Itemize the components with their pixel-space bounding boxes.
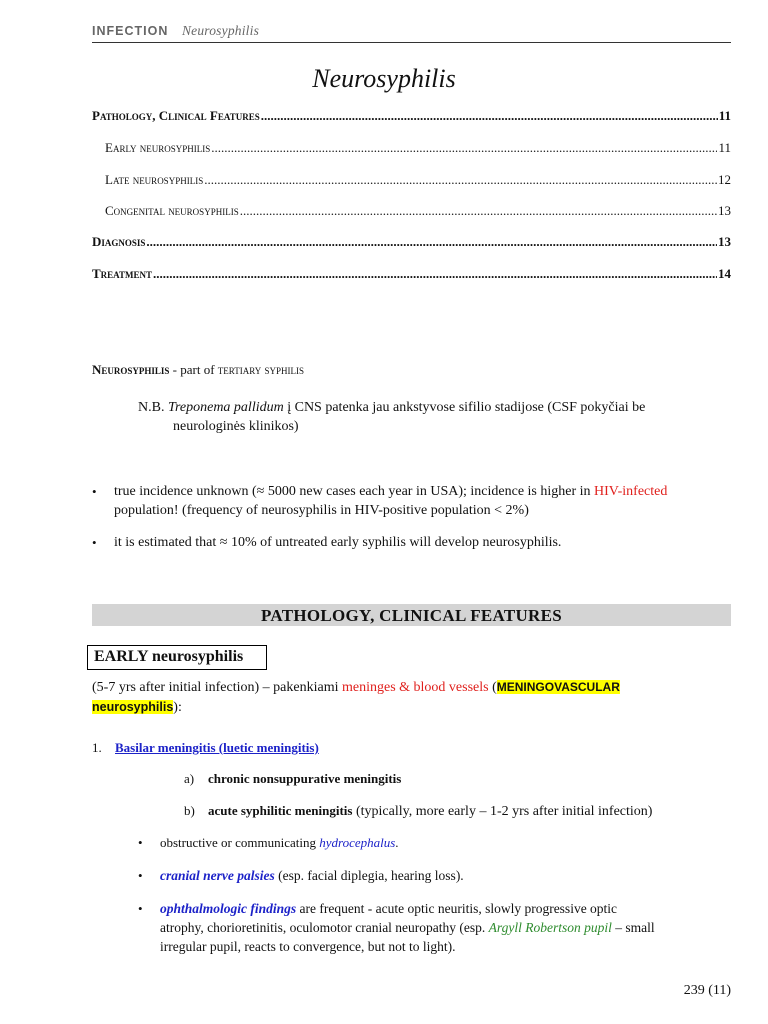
- toc-page: 13: [718, 234, 731, 249]
- bullet-icon: •: [138, 835, 143, 850]
- toc-leader: [240, 203, 717, 219]
- toc-page: 14: [718, 266, 731, 281]
- toc-label: Treatment: [92, 266, 153, 281]
- page-number: 239 (11): [683, 983, 731, 998]
- header-rule: [92, 42, 731, 43]
- nb-organism: Treponema pallidum: [167, 400, 284, 415]
- toc-label: Pathology, Clinical Features: [92, 108, 260, 123]
- nb-line1-rest: į CNS patenka jau ankstyvose sifilio stadijose (CSF pokyčiai be: [283, 400, 646, 415]
- sub-bullet-3-text: are frequent - acute optic neuritis, slowly progressive optic: [296, 901, 618, 916]
- bullet-icon: •: [138, 901, 143, 916]
- toc-label: Early neurosyphilis: [105, 140, 211, 155]
- bullet-icon: •: [92, 484, 97, 499]
- basilar-meningitis-link[interactable]: [115, 738, 319, 757]
- toc-leader: [153, 266, 717, 282]
- toc-entry-congenital[interactable]: [105, 203, 731, 219]
- sub-item-b-text: [208, 801, 652, 821]
- sub-item-a-marker: a): [184, 771, 195, 786]
- bullet-1-line1: [114, 482, 667, 501]
- sub-bullet-2: [160, 866, 464, 885]
- sub-item-b-bold: acute syphilitic meningitis: [208, 803, 353, 818]
- sub-bullet-3-line1: [160, 899, 617, 918]
- intro-rest: - part of: [169, 362, 218, 377]
- toc-entry-diagnosis[interactable]: [92, 234, 731, 250]
- toc-label: Congenital neurosyphilis: [105, 203, 239, 218]
- early-line2: [92, 698, 182, 717]
- sub-bullet-3-text: atrophy, chorioretinitis, oculomotor cranial neuropathy (esp.: [160, 920, 489, 935]
- meninges-text: meninges & blood vessels: [341, 680, 489, 695]
- bullet-1-line2: population! (frequency of neurosyphilis in HIV-positive population < 2%): [114, 503, 529, 518]
- header-subsection: Neurosyphilis: [181, 23, 260, 38]
- early-line1: [92, 678, 620, 697]
- running-header: [92, 23, 259, 39]
- sub-bullet-3-line2: [160, 918, 655, 937]
- hiv-infected-text: HIV-infected: [594, 484, 668, 499]
- sub-bullet-1-end: .: [395, 835, 399, 850]
- sub-bullet-3-line3: irregular pupil, reacts to convergence, but not to light).: [160, 939, 456, 954]
- meningovascular-highlight: MENINGOVASCULAR: [496, 680, 620, 694]
- sub-bullet-2-text: (esp. facial diplegia, hearing loss).: [274, 868, 464, 883]
- early-end: ):: [173, 700, 182, 715]
- toc-leader: [261, 108, 718, 124]
- bullet-icon: •: [138, 868, 143, 883]
- sub-item-b-marker: b): [184, 803, 195, 818]
- sub-bullet-1-text: obstructive or communicating: [160, 835, 320, 850]
- toc-entry-early[interactable]: [105, 140, 731, 156]
- toc-leader: [146, 234, 717, 250]
- sub-bullet-3-text: – small: [611, 920, 655, 935]
- toc-label: Diagnosis: [92, 234, 146, 249]
- list-number: 1.: [92, 740, 102, 755]
- nb-note-line1: [138, 398, 645, 417]
- toc-entry-late[interactable]: [105, 172, 731, 188]
- early-paren: (: [488, 680, 497, 695]
- sub-item-a-text: chronic nonsuppurative meningitis: [208, 771, 402, 786]
- section-heading-pathology: PATHOLOGY, CLINICAL FEATURES: [92, 604, 731, 626]
- sub-item-b-rest: (typically, more early – 1-2 yrs after initial infection): [352, 804, 653, 819]
- neurosyphilis-highlight: neurosyphilis: [92, 700, 174, 714]
- toc-page: 11: [718, 140, 731, 155]
- cranial-nerve-palsies-text: cranial nerve palsies: [160, 868, 275, 883]
- toc-page: 12: [718, 172, 731, 187]
- bullet-2: it is estimated that ≈ 10% of untreated early syphilis will develop neurosyphilis.: [114, 535, 562, 550]
- nb-prefix: N.B.: [138, 400, 168, 415]
- page-title: Neurosyphilis: [312, 64, 456, 93]
- toc-label: Late neurosyphilis: [105, 172, 204, 187]
- link-text[interactable]: Basilar meningitis (luetic meningitis): [115, 740, 319, 755]
- toc-leader: [204, 172, 717, 188]
- intro-term: Neurosyphilis: [92, 362, 170, 377]
- bullet-icon: •: [92, 535, 97, 550]
- subheading-early-neurosyphilis: EARLY neurosyphilis: [87, 645, 267, 670]
- toc-page: 13: [718, 203, 731, 218]
- intro-definition: [92, 360, 304, 379]
- toc-page: 11: [718, 108, 731, 123]
- header-section: INFECTION: [92, 24, 169, 38]
- toc-entry-pathology[interactable]: [92, 108, 731, 124]
- toc-entry-treatment[interactable]: [92, 266, 731, 282]
- ophthalmologic-findings-text: ophthalmologic findings: [160, 901, 297, 916]
- toc-leader: [211, 140, 717, 156]
- nb-note-line2: neurologinės klinikos): [173, 419, 299, 434]
- intro-tertiary: tertiary syphilis: [217, 362, 305, 377]
- argyll-robertson-text: Argyll Robertson pupil: [488, 920, 612, 935]
- bullet-1-text: true incidence unknown (≈ 5000 new cases each year in USA); incidence is higher in: [114, 484, 595, 499]
- early-text: (5-7 yrs after initial infection) – pakenkiami: [92, 680, 342, 695]
- sub-bullet-1: [160, 833, 399, 852]
- hydrocephalus-text: hydrocephalus: [319, 835, 396, 850]
